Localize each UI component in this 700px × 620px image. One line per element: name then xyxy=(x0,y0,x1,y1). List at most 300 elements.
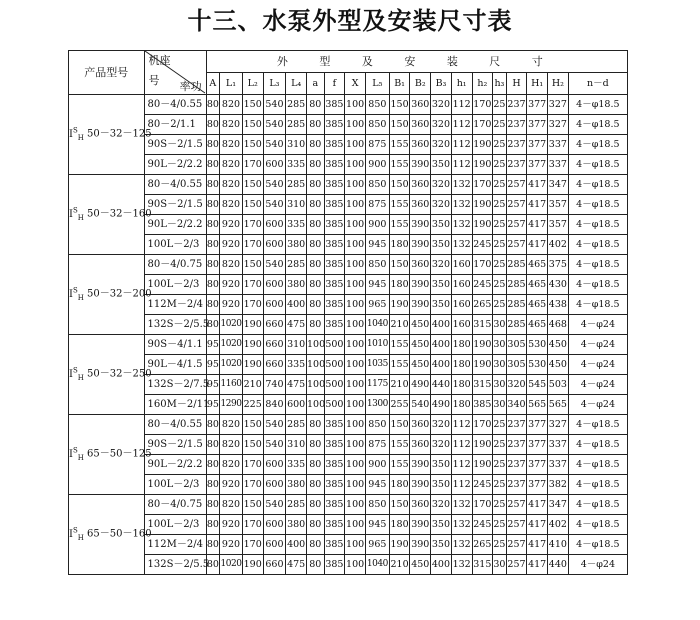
dimension-cell: 170 xyxy=(472,175,493,195)
dimension-cell: 112 xyxy=(451,415,472,435)
dimension-cell: 25 xyxy=(493,255,506,275)
dimension-cell: 245 xyxy=(472,235,493,255)
dimension-cell: 95 xyxy=(206,355,219,375)
table-body xyxy=(69,95,628,575)
dimension-cell: 400 xyxy=(286,295,307,315)
dimension-cell: 965 xyxy=(365,535,389,555)
dimension-cell: 540 xyxy=(263,95,286,115)
dimension-cell: 337 xyxy=(548,155,569,175)
dimension-cell: 840 xyxy=(263,395,286,415)
dimension-cell: 390 xyxy=(410,535,431,555)
dimension-cell: 4－φ24 xyxy=(568,355,627,375)
dimension-cell: 95 xyxy=(206,395,219,415)
dimension-cell: 150 xyxy=(242,95,263,115)
motor-model-cell: 90L－2/2.2 xyxy=(144,155,206,175)
dimension-cell: 320 xyxy=(431,115,452,135)
dimension-cell: 4－φ18.5 xyxy=(568,95,627,115)
dimension-cell: 80 xyxy=(307,255,325,275)
dimension-cell: 377 xyxy=(527,415,548,435)
table-row xyxy=(69,255,628,275)
dimension-cell: 170 xyxy=(242,475,263,495)
motor-model-cell: 90L－2/2.2 xyxy=(144,215,206,235)
dimension-cell: 170 xyxy=(242,455,263,475)
dimension-cell: 385 xyxy=(324,315,345,335)
dimension-cell: 285 xyxy=(286,175,307,195)
dimension-cell: 25 xyxy=(493,235,506,255)
dimension-cell: 80 xyxy=(307,435,325,455)
column-header: B₁ xyxy=(389,73,410,95)
dimension-cell: 490 xyxy=(431,395,452,415)
dimension-cell: 400 xyxy=(286,535,307,555)
dimension-cell: 100 xyxy=(345,535,366,555)
dimension-cell: 170 xyxy=(242,295,263,315)
dimension-cell: 112 xyxy=(451,95,472,115)
dimension-cell: 390 xyxy=(410,475,431,495)
dimension-cell: 875 xyxy=(365,195,389,215)
dimension-cell: 112 xyxy=(451,475,472,495)
dimension-cell: 170 xyxy=(472,115,493,135)
motor-model-cell: 90L－4/1.5 xyxy=(144,355,206,375)
dimension-cell: 80 xyxy=(206,295,219,315)
dimension-cell: 385 xyxy=(324,175,345,195)
dimension-cell: 530 xyxy=(527,355,548,375)
product-type-label: 50－32－125 xyxy=(87,128,152,140)
dimension-cell: 820 xyxy=(220,495,243,515)
dimension-cell: 180 xyxy=(389,475,410,495)
table-row xyxy=(69,395,628,415)
dimension-cell: 1020 xyxy=(220,355,243,375)
dimension-cell: 170 xyxy=(242,515,263,535)
dimension-cell: 347 xyxy=(548,175,569,195)
dimension-cell: 155 xyxy=(389,135,410,155)
product-type-cell: $I^S_H$ 50－32－250 xyxy=(69,335,145,415)
dimension-cell: 385 xyxy=(324,215,345,235)
dimension-cell: 347 xyxy=(548,495,569,515)
dimension-cell: 150 xyxy=(389,415,410,435)
dimension-cell: 350 xyxy=(431,535,452,555)
column-header: h₁ xyxy=(451,73,472,95)
dimension-cell: 390 xyxy=(410,455,431,475)
dimension-cell: 350 xyxy=(431,155,452,175)
table-row xyxy=(69,455,628,475)
dimension-cell: 920 xyxy=(220,295,243,315)
dimension-cell: 565 xyxy=(548,395,569,415)
dimension-cell: 320 xyxy=(431,95,452,115)
dimension-cell: 320 xyxy=(431,435,452,455)
dimension-cell: 360 xyxy=(410,415,431,435)
dimension-cell: 600 xyxy=(263,475,286,495)
product-type-label: 50－32－160 xyxy=(87,208,152,220)
dimension-cell: 190 xyxy=(389,295,410,315)
column-header: H₂ xyxy=(548,73,569,95)
dimension-cell: 112 xyxy=(451,455,472,475)
dimension-cell: 80 xyxy=(206,255,219,275)
dimension-cell: 360 xyxy=(410,135,431,155)
dimension-cell: 170 xyxy=(472,415,493,435)
dimension-cell: 80 xyxy=(206,415,219,435)
dimension-cell: 170 xyxy=(242,275,263,295)
column-header: h₂ xyxy=(472,73,493,95)
dimension-cell: 80 xyxy=(307,535,325,555)
dimension-cell: 385 xyxy=(324,495,345,515)
dimension-cell: 417 xyxy=(527,555,548,575)
dimension-cell: 150 xyxy=(242,255,263,275)
dimension-cell: 80 xyxy=(307,135,325,155)
dimension-cell: 80 xyxy=(206,475,219,495)
dimension-cell: 440 xyxy=(431,375,452,395)
dimension-cell: 155 xyxy=(389,215,410,235)
dimension-cell: 95 xyxy=(206,335,219,355)
dimension-cell: 25 xyxy=(493,215,506,235)
dimension-cell: 545 xyxy=(527,375,548,395)
dimension-cell: 80 xyxy=(307,235,325,255)
dimension-cell: 4－φ18.5 xyxy=(568,235,627,255)
dimension-cell: 257 xyxy=(506,175,527,195)
dimension-cell: 80 xyxy=(206,135,219,155)
column-header: h₃ xyxy=(493,73,506,95)
dimension-cell: 450 xyxy=(548,355,569,375)
dimension-cell: 390 xyxy=(410,155,431,175)
dimension-cell: 600 xyxy=(263,515,286,535)
dimension-cell: 80 xyxy=(307,455,325,475)
dimension-cell: 100 xyxy=(345,455,366,475)
table-row xyxy=(69,95,628,115)
dimension-cell: 160 xyxy=(451,275,472,295)
dimension-cell: 850 xyxy=(365,95,389,115)
dimension-cell: 417 xyxy=(527,535,548,555)
dimension-cell: 80 xyxy=(307,115,325,135)
dimension-cell: 385 xyxy=(324,195,345,215)
dimension-cell: 30 xyxy=(493,355,506,375)
dimension-cell: 100 xyxy=(307,355,325,375)
dimension-cell: 4－φ18.5 xyxy=(568,155,627,175)
dimension-cell: 160 xyxy=(451,295,472,315)
dimension-cell: 150 xyxy=(242,195,263,215)
dimension-cell: 210 xyxy=(389,555,410,575)
dimension-cell: 377 xyxy=(527,475,548,495)
dimension-cell: 945 xyxy=(365,475,389,495)
corner-label-number: 号 xyxy=(148,74,160,87)
column-header: X xyxy=(345,73,366,95)
dimension-cell: 465 xyxy=(527,295,548,315)
dimension-cell: 132 xyxy=(451,235,472,255)
dimension-cell: 350 xyxy=(431,295,452,315)
dimension-cell: 417 xyxy=(527,235,548,255)
dimension-cell: 25 xyxy=(493,535,506,555)
dimension-cell: 390 xyxy=(410,275,431,295)
dimension-cell: 265 xyxy=(472,295,493,315)
dimension-cell: 30 xyxy=(493,375,506,395)
dimension-cell: 285 xyxy=(286,95,307,115)
dimension-cell: 150 xyxy=(389,175,410,195)
dimension-cell: 4－φ24 xyxy=(568,555,627,575)
dimension-cell: 25 xyxy=(493,515,506,535)
dimension-cell: 360 xyxy=(410,195,431,215)
dimension-cell: 190 xyxy=(242,315,263,335)
table-row xyxy=(69,335,628,355)
dimension-cell: 600 xyxy=(263,535,286,555)
dimension-cell: 540 xyxy=(263,255,286,275)
dimension-cell: 155 xyxy=(389,435,410,455)
dimension-cell: 190 xyxy=(472,215,493,235)
dimension-cell: 155 xyxy=(389,355,410,375)
dimension-cell: 335 xyxy=(286,215,307,235)
dimension-cell: 30 xyxy=(493,335,506,355)
dimension-cell: 382 xyxy=(548,475,569,495)
dimension-cell: 150 xyxy=(389,255,410,275)
dimension-cell: 465 xyxy=(527,315,548,335)
dimension-cell: 320 xyxy=(431,135,452,155)
dimension-cell: 337 xyxy=(548,135,569,155)
dimension-cell: 375 xyxy=(548,255,569,275)
dimension-cell: 100 xyxy=(345,315,366,335)
dimension-cell: 320 xyxy=(431,415,452,435)
dimension-cell: 80 xyxy=(206,435,219,455)
dimension-cell: 540 xyxy=(263,175,286,195)
dimension-cell: 100 xyxy=(345,235,366,255)
dimension-cell: 920 xyxy=(220,475,243,495)
dimension-cell: 100 xyxy=(345,395,366,415)
dimension-cell: 265 xyxy=(472,535,493,555)
dimension-cell: 430 xyxy=(548,275,569,295)
dimension-cell: 410 xyxy=(548,535,569,555)
dimension-cell: 540 xyxy=(263,415,286,435)
dimension-cell: 380 xyxy=(286,235,307,255)
dimension-cell: 80 xyxy=(206,315,219,335)
dimension-cell: 900 xyxy=(365,155,389,175)
dimension-cell: 357 xyxy=(548,195,569,215)
dimension-cell: 500 xyxy=(324,355,345,375)
dimension-cell: 95 xyxy=(206,375,219,395)
motor-model-cell: 90S－4/1.1 xyxy=(144,335,206,355)
dimension-cell: 4－φ24 xyxy=(568,375,627,395)
product-type-cell: $I^S_H$ 50－32－160 xyxy=(69,175,145,255)
table-row xyxy=(69,275,628,295)
dimension-cell: 190 xyxy=(472,335,493,355)
corner-label-seat: 机座 xyxy=(148,54,171,67)
dimension-cell: 315 xyxy=(472,315,493,335)
dimension-cell: 285 xyxy=(286,255,307,275)
motor-model-cell: 80－4/0.55 xyxy=(144,175,206,195)
dimension-cell: 400 xyxy=(431,355,452,375)
table-row xyxy=(69,555,628,575)
dimension-cell: 25 xyxy=(493,135,506,155)
dimension-cell: 320 xyxy=(431,495,452,515)
dimension-cell: 190 xyxy=(389,535,410,555)
dimension-cell: 875 xyxy=(365,435,389,455)
dimension-cell: 237 xyxy=(506,415,527,435)
dimension-cell: 4－φ18.5 xyxy=(568,115,627,135)
dimension-cell: 80 xyxy=(206,155,219,175)
dimension-cell: 245 xyxy=(472,275,493,295)
dimension-cell: 80 xyxy=(206,515,219,535)
product-type-label: 65－50－160 xyxy=(87,528,152,540)
dimension-cell: 257 xyxy=(506,495,527,515)
dimension-cell: 80 xyxy=(307,295,325,315)
dimension-cell: 132 xyxy=(451,195,472,215)
dimension-cell: 80 xyxy=(307,555,325,575)
dimension-cell: 417 xyxy=(527,515,548,535)
dimension-cell: 540 xyxy=(263,115,286,135)
dimension-cell: 820 xyxy=(220,195,243,215)
dimension-cell: 820 xyxy=(220,155,243,175)
dimension-cell: 4－φ24 xyxy=(568,315,627,335)
motor-model-cell: 80－4/0.55 xyxy=(144,415,206,435)
dimension-cell: 327 xyxy=(548,115,569,135)
dimension-cell: 4－φ18.5 xyxy=(568,295,627,315)
dimension-cell: 820 xyxy=(220,175,243,195)
dimension-cell: 25 xyxy=(493,415,506,435)
table-row xyxy=(69,415,628,435)
dimension-cell: 80 xyxy=(206,555,219,575)
motor-model-cell: 80－4/0.75 xyxy=(144,495,206,515)
dimension-cell: 237 xyxy=(506,95,527,115)
dimension-cell: 155 xyxy=(389,195,410,215)
dimension-cell: 170 xyxy=(472,255,493,275)
dimension-cell: 900 xyxy=(365,215,389,235)
dimension-cell: 1020 xyxy=(220,555,243,575)
dimension-cell: 385 xyxy=(324,435,345,455)
dimension-cell: 377 xyxy=(527,455,548,475)
column-header: a xyxy=(307,73,325,95)
motor-model-cell: 90S－2/1.5 xyxy=(144,135,206,155)
dimension-cell: 245 xyxy=(472,475,493,495)
motor-model-cell: 112M－2/4 xyxy=(144,295,206,315)
motor-model-cell: 132S－2/7.5 xyxy=(144,375,206,395)
dimension-cell: 80 xyxy=(206,235,219,255)
dimension-cell: 385 xyxy=(324,515,345,535)
table-row xyxy=(69,155,628,175)
dimension-cell: 417 xyxy=(527,215,548,235)
dimension-cell: 380 xyxy=(286,475,307,495)
dimension-cell: 100 xyxy=(345,435,366,455)
dimension-cell: 4－φ18.5 xyxy=(568,175,627,195)
dimension-cell: 1300 xyxy=(365,395,389,415)
dimension-cell: 80 xyxy=(307,175,325,195)
dimension-cell: 100 xyxy=(345,175,366,195)
motor-model-cell: 100L－2/3 xyxy=(144,475,206,495)
dimension-cell: 160 xyxy=(451,255,472,275)
dimension-cell: 190 xyxy=(472,135,493,155)
dimension-cell: 820 xyxy=(220,415,243,435)
dimension-cell: 377 xyxy=(527,435,548,455)
dimension-cell: 310 xyxy=(286,195,307,215)
dimension-cell: 100 xyxy=(345,415,366,435)
dimension-cell: 150 xyxy=(242,495,263,515)
motor-model-cell: 90L－2/2.2 xyxy=(144,455,206,475)
dimension-cell: 920 xyxy=(220,535,243,555)
column-header: L₅ xyxy=(365,73,389,95)
dimension-cell: 450 xyxy=(410,335,431,355)
dimension-cell: 1160 xyxy=(220,375,243,395)
dimension-cell: 100 xyxy=(345,115,366,135)
dimension-cell: 500 xyxy=(324,375,345,395)
dimension-cell: 475 xyxy=(286,375,307,395)
product-type-label: 65－50－125 xyxy=(87,448,152,460)
dimension-cell: 285 xyxy=(506,255,527,275)
table-row xyxy=(69,235,628,255)
dimension-cell: 600 xyxy=(263,275,286,295)
dimension-cell: 385 xyxy=(324,235,345,255)
dimension-cell: 850 xyxy=(365,255,389,275)
dimension-cell: 80 xyxy=(206,215,219,235)
dimension-cell: 210 xyxy=(389,315,410,335)
dimension-cell: 285 xyxy=(506,295,527,315)
dimension-cell: 500 xyxy=(324,395,345,415)
dimension-cell: 565 xyxy=(527,395,548,415)
dimension-cell: 4－φ18.5 xyxy=(568,195,627,215)
dimension-cell: 820 xyxy=(220,455,243,475)
corner-label-power: 率功 xyxy=(179,80,202,93)
dimension-cell: 360 xyxy=(410,175,431,195)
dimension-cell: 255 xyxy=(389,395,410,415)
dimension-cell: 190 xyxy=(472,155,493,175)
dimension-cell: 660 xyxy=(263,335,286,355)
dimension-cell: 945 xyxy=(365,235,389,255)
dimension-cell: 170 xyxy=(472,495,493,515)
dimension-cell: 150 xyxy=(242,175,263,195)
dimension-cell: 150 xyxy=(242,135,263,155)
dimension-cell: 100 xyxy=(345,375,366,395)
dimension-cell: 4－φ18.5 xyxy=(568,455,627,475)
dimension-cell: 600 xyxy=(263,235,286,255)
dimension-cell: 540 xyxy=(263,195,286,215)
dimension-cell: 965 xyxy=(365,295,389,315)
dimension-cell: 503 xyxy=(548,375,569,395)
dimension-cell: 25 xyxy=(493,455,506,475)
dimension-cell: 4－φ24 xyxy=(568,395,627,415)
dimension-cell: 315 xyxy=(472,375,493,395)
dimension-cell: 112 xyxy=(451,115,472,135)
dimension-cell: 80 xyxy=(307,315,325,335)
dimension-cell: 305 xyxy=(506,355,527,375)
dimension-cell: 80 xyxy=(307,275,325,295)
dimension-cell: 257 xyxy=(506,535,527,555)
dimension-cell: 357 xyxy=(548,215,569,235)
dimension-cell: 180 xyxy=(389,515,410,535)
dimension-cell: 80 xyxy=(307,475,325,495)
column-header: f xyxy=(324,73,345,95)
dimension-cell: 540 xyxy=(263,435,286,455)
dimension-cell: 80 xyxy=(307,95,325,115)
dimension-cell: 385 xyxy=(324,455,345,475)
dimension-cell: 80 xyxy=(307,415,325,435)
dimension-cell: 438 xyxy=(548,295,569,315)
dimension-cell: 1175 xyxy=(365,375,389,395)
dimension-cell: 850 xyxy=(365,415,389,435)
dimension-cell: 4－φ18.5 xyxy=(568,135,627,155)
motor-model-cell: 80－2/1.1 xyxy=(144,115,206,135)
dimension-cell: 100 xyxy=(345,215,366,235)
dimension-cell: 150 xyxy=(389,115,410,135)
dimension-cell: 132 xyxy=(451,215,472,235)
dimension-cell: 100 xyxy=(345,135,366,155)
dimension-cell: 4－φ18.5 xyxy=(568,275,627,295)
column-header: n－d xyxy=(568,73,627,95)
dimension-cell: 377 xyxy=(527,115,548,135)
dimension-cell: 285 xyxy=(286,495,307,515)
dimension-cell: 170 xyxy=(242,535,263,555)
motor-model-cell: 100L－2/3 xyxy=(144,515,206,535)
table-row xyxy=(69,315,628,335)
dimension-cell: 920 xyxy=(220,235,243,255)
dimension-cell: 385 xyxy=(324,475,345,495)
motor-model-cell: 100L－2/3 xyxy=(144,235,206,255)
dimension-cell: 210 xyxy=(242,375,263,395)
dimension-cell: 80 xyxy=(307,215,325,235)
dimension-cell: 150 xyxy=(389,495,410,515)
dimension-cell: 100 xyxy=(345,495,366,515)
